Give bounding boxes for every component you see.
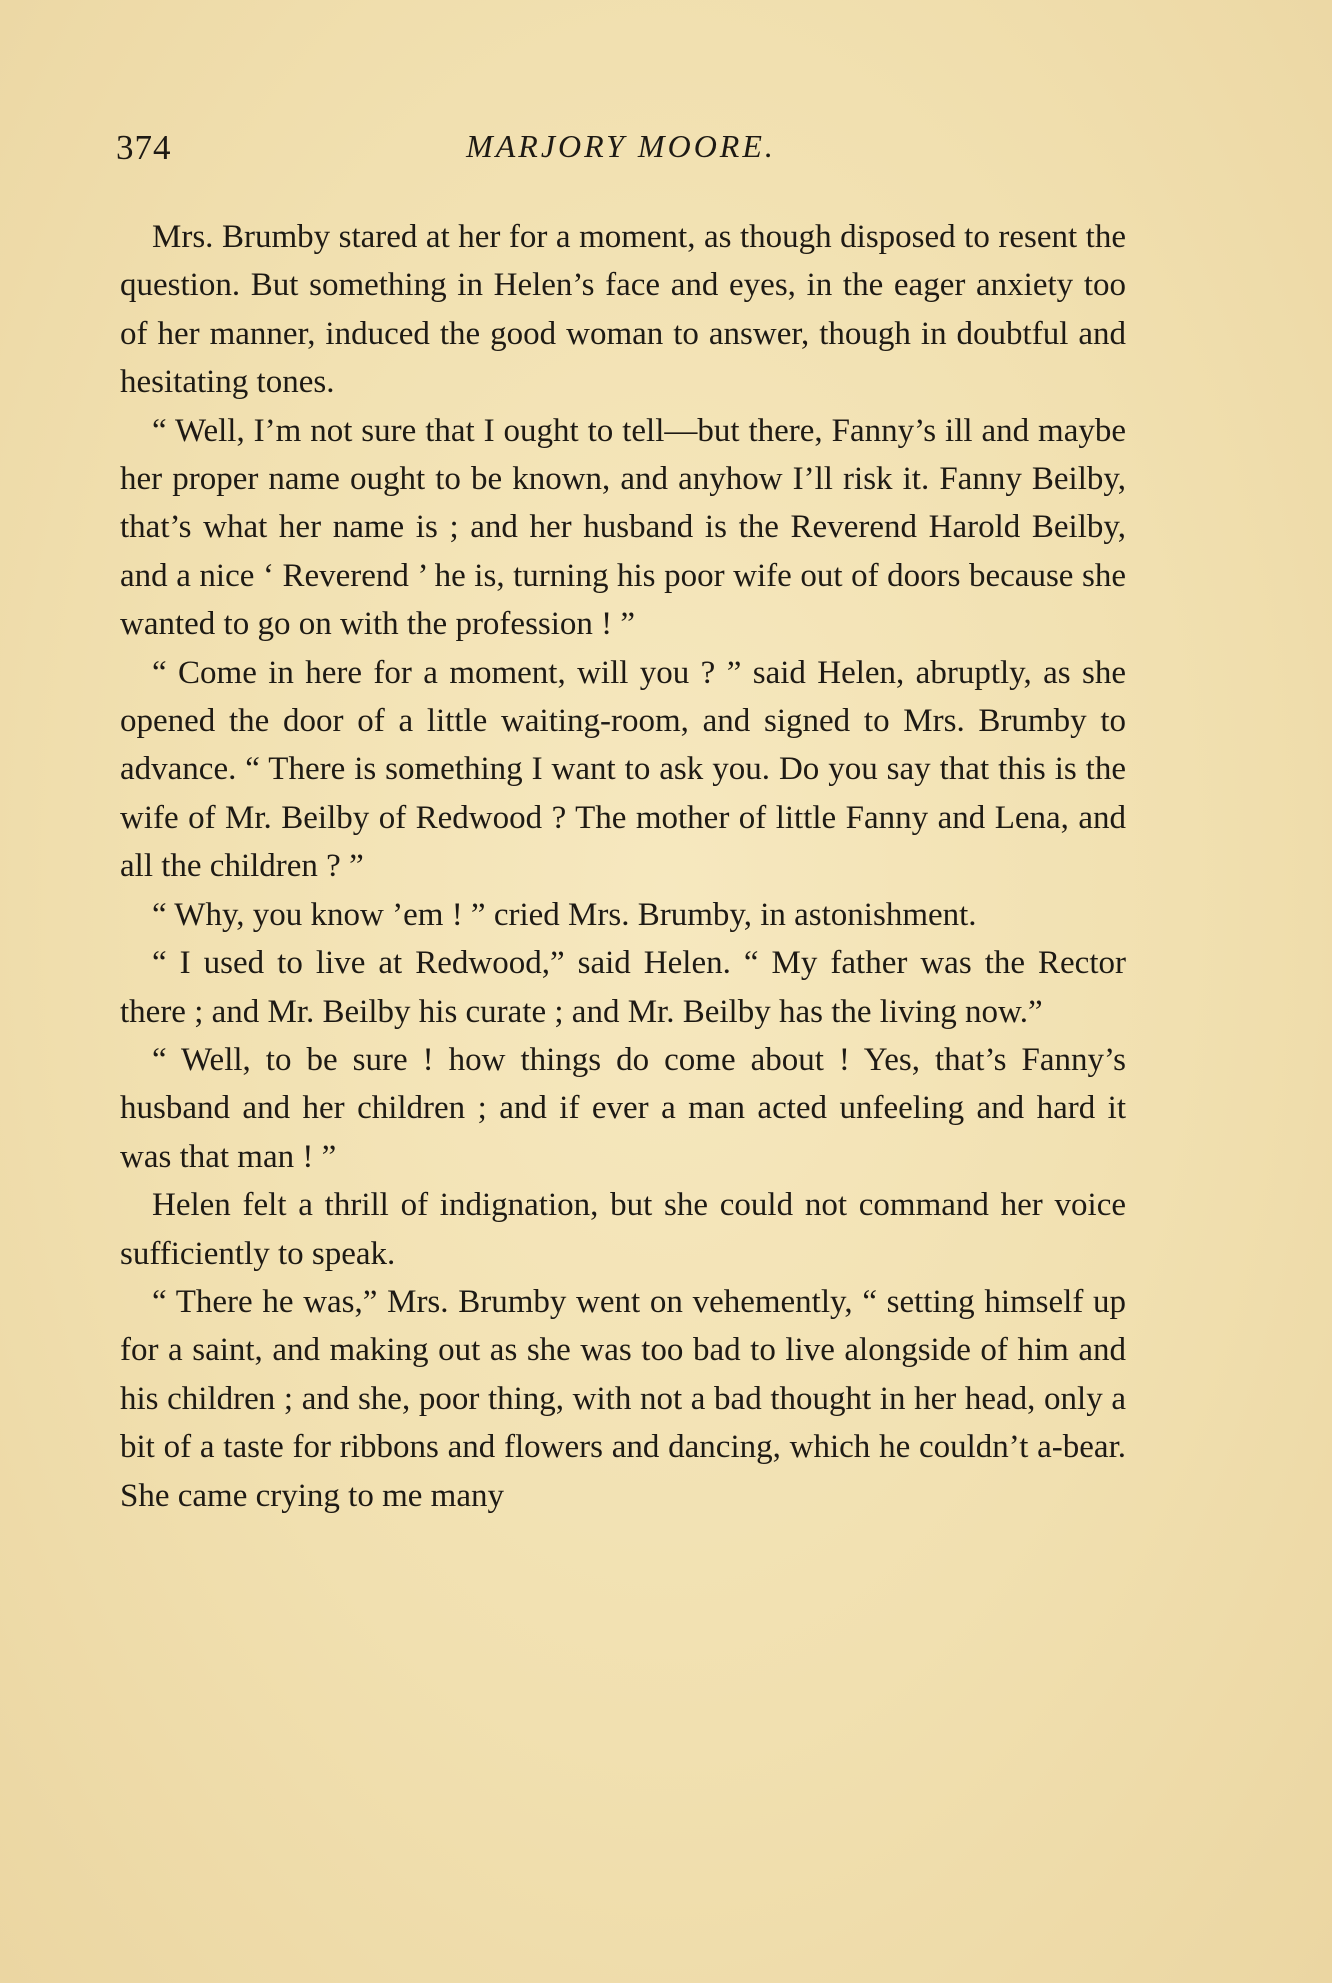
body-text	[120, 213, 1126, 1520]
running-title: MARJORY MOORE.	[466, 128, 776, 164]
page-number: 374	[116, 128, 172, 167]
paragraph: “ There he was,” Mrs. Brumby went on vehemently, “ setting himself up for a saint, and making out as she was too bad to live alongside of him and his children ; and she, poor thing, with not a bad thought in her head, only a bit of a taste for ribbons and flowers and dancing, which he couldn’t a-bear. She came crying to me many	[120, 1283, 1126, 1514]
paragraph: “ I used to live at Redwood,” said Helen. “ My father was the Rector there ; and Mr. Beilby his curate ; and Mr. Beilby has the living now.”	[120, 945, 1126, 1030]
paragraph: “ Come in here for a moment, will you ? ” said Helen, abruptly, as she opened the door of a little waiting-room, and signed to Mrs. Brumby to advance. “ There is something I want to ask you. Do you say that this is the wife of Mr. Beilby of Redwood ? The mother of little Fanny and Lena, and all the children ? ”	[120, 654, 1126, 885]
paragraph: “ Well, to be sure ! how things do come about ! Yes, that’s Fanny’s husband and her children ; and if ever a man acted unfeeling and hard it was that man ! ”	[120, 1041, 1126, 1175]
paragraph: “ Why, you know ’em ! ” cried Mrs. Brumby, in astonishment.	[152, 896, 977, 933]
running-head	[116, 128, 1126, 178]
paragraph: “ Well, I’m not sure that I ought to tell—but there, Fanny’s ill and maybe her proper name ought to be known, and anyhow I’ll risk it. Fanny Beilby, that’s what her name is ; and her husband is the Reverend Harold Beilby, and a nice ‘ Reverend ’ he is, turning his poor wife out of doors because she wanted to go on with the profession ! ”	[120, 412, 1126, 643]
paragraph: Helen felt a thrill of indignation, but she could not command her voice sufficiently to speak.	[120, 1187, 1126, 1272]
paragraph: Mrs. Brumby stared at her for a moment, as though disposed to resent the question. But something in Helen’s face and eyes, in the eager anxiety too of her manner, induced the good woman to answer, though in doubtful and hesitating tones.	[120, 219, 1126, 401]
